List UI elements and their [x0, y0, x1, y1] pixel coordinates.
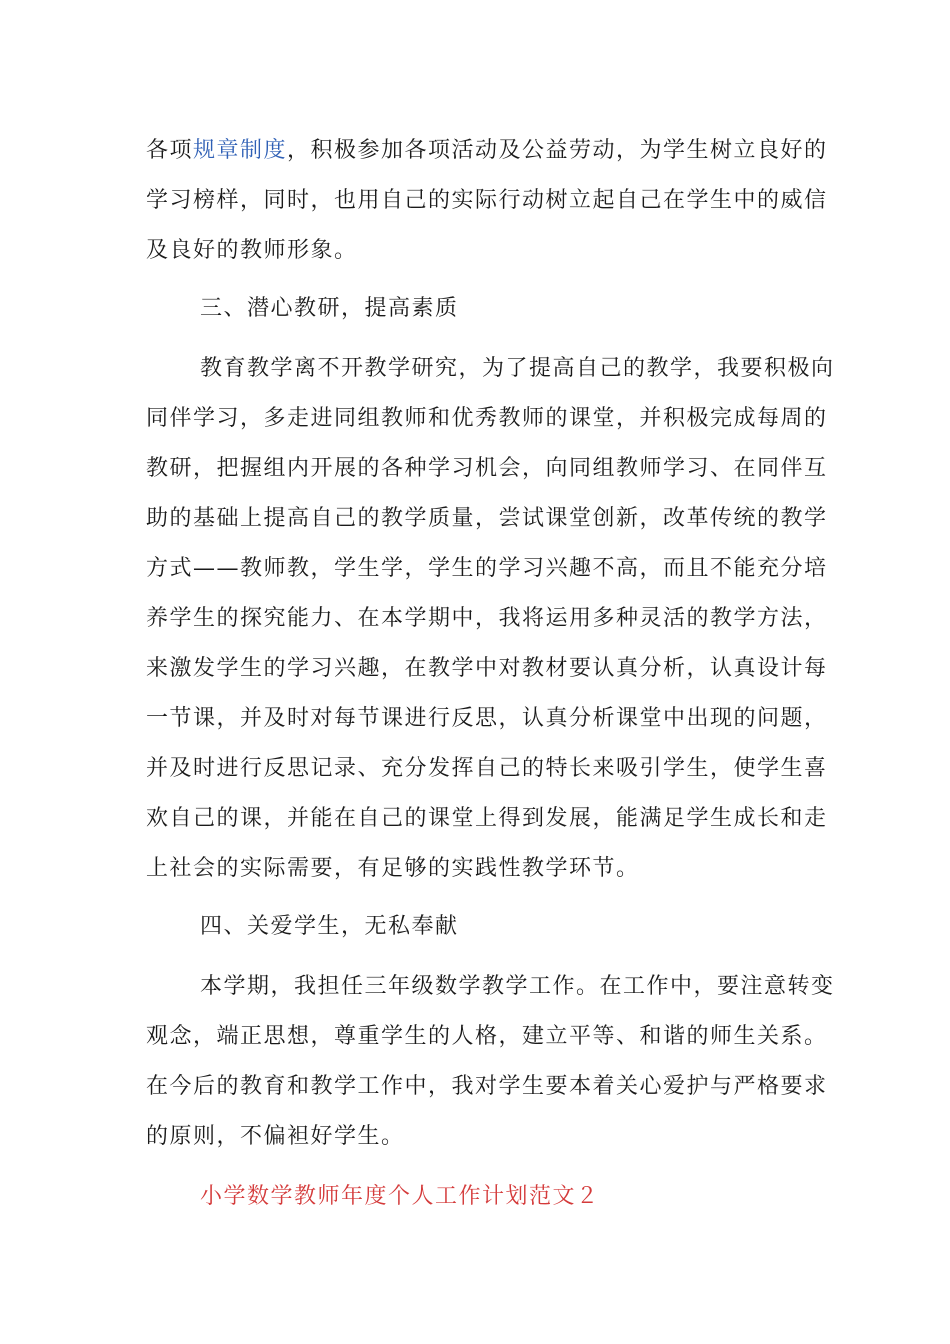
paragraph-line: 观念，端正思想，尊重学生的人格，建立平等、和谐的师生关系。 [146, 1024, 828, 1049]
paragraph-line: 上社会的实际需要，有足够的实践性教学环节。 [146, 856, 640, 881]
paragraph-text: ，积极参加各项活动及公益劳动，为学生树立良好的 [287, 138, 828, 163]
paragraph-line: 教育教学离不开教学研究，为了提高自己的教学，我要积极向 [200, 356, 835, 381]
paragraph-line: 欢自己的课，并能在自己的课堂上得到发展，能满足学生成长和走 [146, 806, 828, 831]
paragraph-line: 教研，把握组内开展的各种学习机会，向同组教师学习、在同伴互 [146, 456, 828, 481]
paragraph-line: 助的基础上提高自己的教学质量，尝试课堂创新，改革传统的教学 [146, 506, 828, 531]
paragraph-line: 并及时进行反思记录、充分发挥自己的特长来吸引学生，使学生喜 [146, 756, 828, 781]
paragraph-line: 在今后的教育和教学工作中，我对学生要本着关心爱护与严格要求 [146, 1074, 828, 1099]
paragraph-line: 及良好的教师形象。 [146, 238, 358, 263]
section-heading: 三、潜心教研，提高素质 [200, 296, 459, 321]
paragraph-line [146, 136, 828, 166]
paragraph-line: 的原则，不偏袒好学生。 [146, 1124, 405, 1149]
article-title: 小学数学教师年度个人工作计划范文２ [200, 1184, 600, 1209]
paragraph-text: 各项 [146, 138, 194, 163]
section-heading: 四、关爱学生，无私奉献 [200, 914, 459, 939]
paragraph-line: 方式——教师教，学生学，学生的学习兴趣不高，而且不能充分培 [146, 556, 828, 581]
paragraph-line: 养学生的探究能力、在本学期中，我将运用多种灵活的教学方法， [146, 606, 828, 631]
regulations-link[interactable]: 规章制度 [193, 138, 288, 163]
paragraph-line: 本学期，我担任三年级数学教学工作。在工作中，要注意转变 [200, 974, 835, 999]
paragraph-line: 同伴学习，多走进同组教师和优秀教师的课堂，并积极完成每周的 [146, 406, 828, 431]
paragraph-line: 学习榜样，同时，也用自己的实际行动树立起自己在学生中的威信 [146, 188, 828, 213]
paragraph-line: 一节课，并及时对每节课进行反思，认真分析课堂中出现的问题， [146, 706, 828, 731]
paragraph-line: 来激发学生的学习兴趣，在教学中对教材要认真分析，认真设计每 [146, 656, 828, 681]
